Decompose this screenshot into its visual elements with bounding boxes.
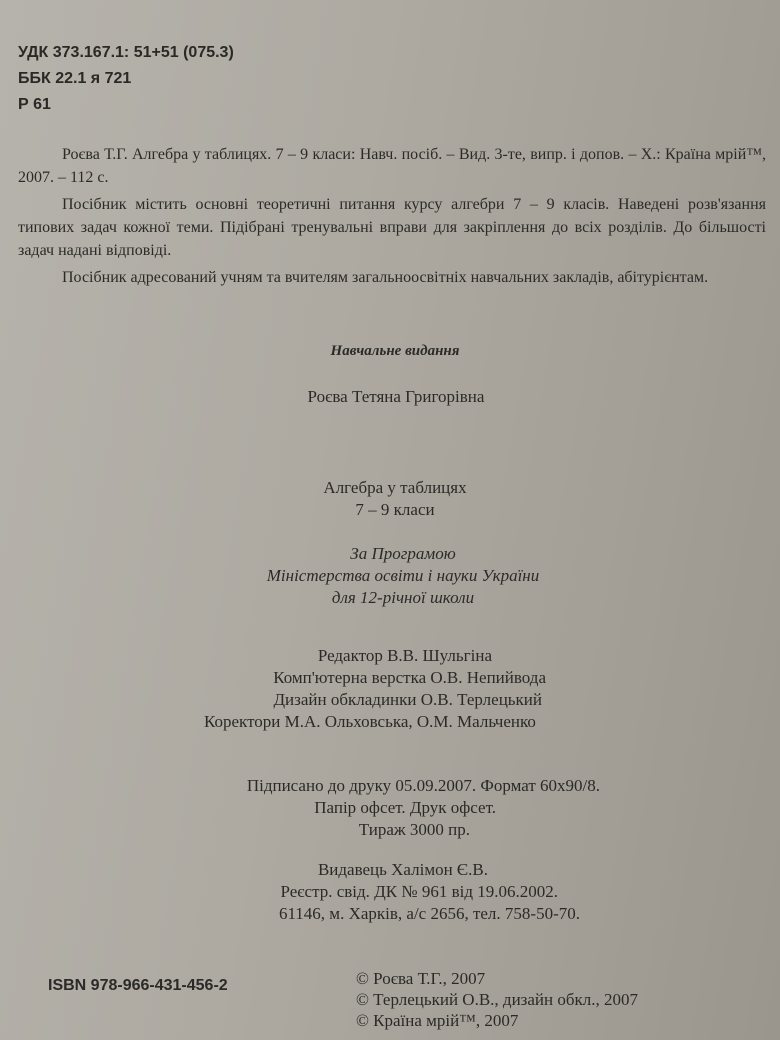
credit-editor: Редактор В.В. Шульгіна [317, 646, 492, 665]
program-line-1: За Програмою [350, 544, 456, 563]
udk-code: УДК 373.167.1: 51+51 (075.3) [18, 44, 234, 61]
book-title [5, 477, 780, 521]
copyright-publisher: © Країна мрій™, 2007 [356, 1011, 519, 1030]
program-line-2: Міністерства освіти і науки України [266, 566, 540, 585]
annotation: Посібник містить основні теоретичні питання курсу алгебри 7 – 9 класів. Наведені розв'язання типових задач кожної теми. Підібрані тренувальні вправи для закріплення до всіх розділів. До більшості задач надані відповіді. [18, 196, 766, 259]
program-line-3: для 12-річної школи [331, 588, 475, 607]
bibliographic-entry: Роєва Т.Г. Алгебра у таблицях. 7 – 9 класи: Навч. посіб. – Вид. 3-те, випр. і допов. – Х.: Країна мрій™, 2007. – 112 с. [18, 146, 766, 186]
credit-proof: Коректори М.А. Ольховська, О.М. Мальченко [204, 712, 536, 731]
title-line-1: Алгебра у таблицях [323, 478, 467, 497]
audience-note: Посібник адресований учням та вчителям загальноосвітніх навчальних закладів, абітурієнтам. [62, 269, 709, 286]
bbk-code: ББК 22.1 я 721 [18, 70, 132, 87]
print-info [190, 775, 600, 841]
author-mark: Р 61 [18, 96, 51, 113]
title-line-2: 7 – 9 класи [355, 500, 435, 519]
credit-cover: Дизайн обкладинки О.В. Терлецький [273, 690, 542, 709]
publisher-line-1: Видавець Халімон Є.В. [317, 860, 488, 879]
edition-type: Навчальне видання [330, 343, 460, 359]
program-note [13, 543, 780, 609]
credit-layout: Комп'ютерна верстка О.В. Непийвода [273, 668, 546, 687]
publisher-line-3: 61146, м. Харків, а/с 2656, тел. 758-50-70. [278, 904, 580, 923]
classification-codes [18, 40, 234, 118]
copyright-author: © Роєва Т.Г., 2007 [356, 969, 486, 988]
credits [190, 645, 556, 733]
print-line-3: Тираж 3000 пр. [358, 820, 470, 839]
print-line-1: Підписано до друку 05.09.2007. Формат 60x90/8. [246, 776, 600, 795]
bibliographic-abstract [18, 143, 766, 289]
copyright-block [356, 968, 638, 1031]
copyright-cover: © Терлецький О.В., дизайн обкл., 2007 [356, 990, 639, 1009]
publisher-line-2: Реєстр. свід. ДК № 961 від 19.06.2002. [280, 882, 558, 901]
isbn: ISBN 978-966-431-456-2 [48, 977, 228, 994]
print-line-2: Папір офсет. Друк офсет. [314, 798, 496, 817]
author-name: Роєва Тетяна Григорівна [307, 387, 485, 406]
publisher-info [200, 859, 580, 925]
